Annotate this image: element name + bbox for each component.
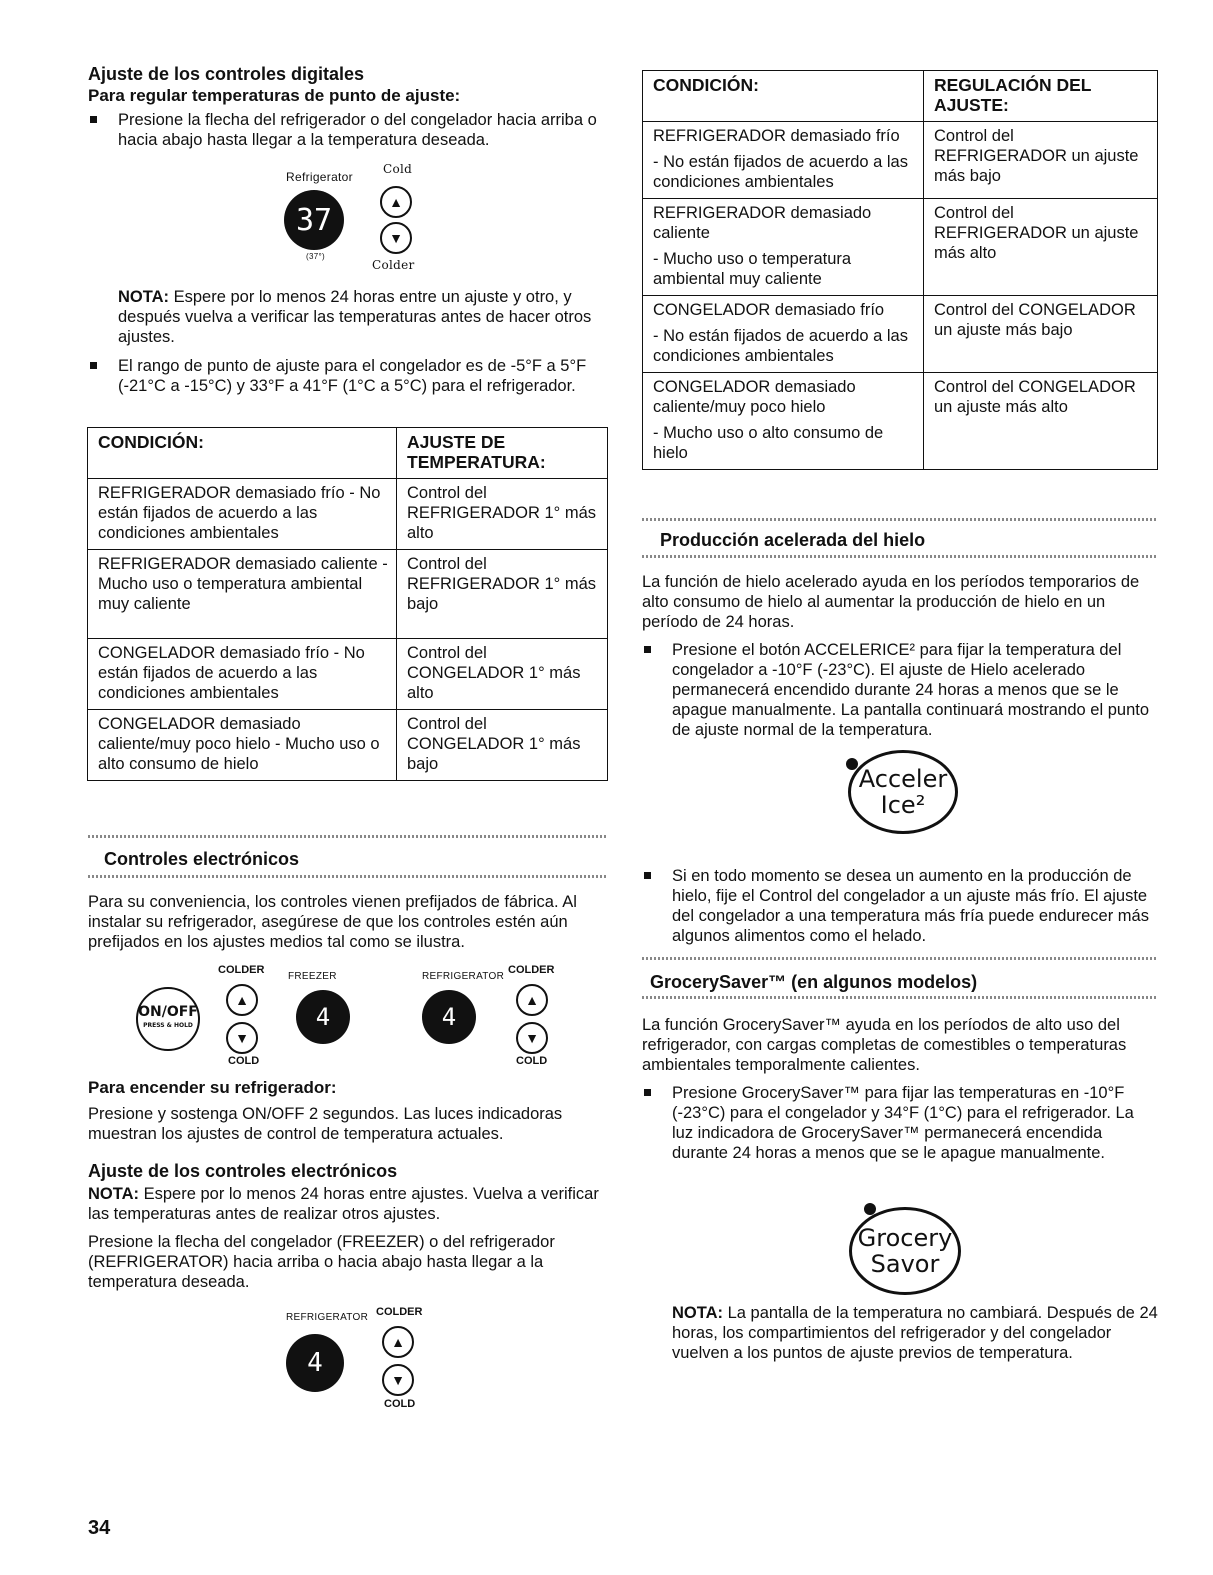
refrigerator-label: Refrigerator: [286, 170, 353, 184]
note-text: Espere por lo menos 24 horas entre ajustes. Vuelva a verificar las temperaturas antes de realizar otros ajustes.: [88, 1185, 599, 1223]
note-label: NOTA:: [88, 1185, 140, 1203]
table-row: [88, 710, 608, 781]
cold-label: COLD: [384, 1398, 416, 1410]
note-wait-24h: [88, 287, 608, 347]
grocerysaver-button[interactable]: [849, 1207, 961, 1295]
left-lower-text: [88, 1077, 608, 1292]
note-display: [672, 1303, 1158, 1363]
cell-condition: REFRIGERADOR demasiado frío: [653, 127, 900, 145]
left-notes: [88, 287, 608, 396]
cell-cause: - No están fijados de acuerdo a las condiciones ambientales: [653, 327, 908, 365]
digital-control-figure: [280, 160, 440, 280]
section-title-electronic: Controles electrónicos: [104, 849, 300, 869]
colder-label: COLDER: [508, 964, 555, 976]
note-text: Espere por lo menos 24 horas entre un ajuste y otro, y después vuelva a verificar las temperaturas antes de hacer otros ajustes.: [118, 288, 592, 346]
table-cell: CONGELADOR demasiado caliente/muy poco hielo - Mucho uso o alto consumo de hielo: [88, 710, 397, 781]
divider: [642, 555, 1158, 558]
divider: [642, 518, 1158, 521]
refrigerator-label: REFRIGERATOR: [422, 971, 505, 982]
divider: [642, 957, 1158, 960]
table-cell: [643, 373, 924, 470]
table-row: [88, 550, 608, 639]
refrigerator-up-button[interactable]: [516, 984, 548, 1016]
accelerice-button[interactable]: [848, 750, 958, 834]
subheading-electronic-adjust: Ajuste de los controles electrónicos: [88, 1161, 398, 1181]
section-heading-digital: Ajuste de los controles digitales: [88, 64, 365, 84]
bullet-arrow-instruction: Presione la flecha del refrigerador o del congelador hacia arriba o hacia abajo hasta llegar a la temperatura deseada.: [88, 110, 608, 150]
table-row: [643, 199, 1158, 296]
table-cell: [643, 199, 924, 296]
badge-label: Savor: [870, 1250, 940, 1278]
bullet-setpoint-range: El rango de punto de ajuste para el congelador es de -5°F a 5°F (-21°C a -15°C) y 33°F a 41°F (1°C a 5°C) para el refrigerador.: [88, 356, 608, 396]
paragraph-accelerated-ice: La función de hielo acelerado ayuda en los períodos temporarios de alto consumo de hielo al aumentar la producción de hielo en un período de 24 horas.: [642, 573, 1140, 631]
table-cell: [643, 296, 924, 373]
table-cell: Control del CONGELADOR 1° más alto: [397, 639, 608, 710]
note-electronic: [88, 1184, 608, 1224]
refrigerator-display: 4: [422, 990, 476, 1044]
table-cell: Control del CONGELADOR un ajuste más bajo: [924, 296, 1158, 373]
note-text: La pantalla de la temperatura no cambiará. Después de 24 horas, los compartimientos del refrigerador y del congelador vuelven a los puntos de ajuste previos de temperatura.: [672, 1304, 1158, 1362]
down-arrow-button[interactable]: [380, 222, 412, 254]
table-cell: Control del REFRIGERADOR 1° más bajo: [397, 550, 608, 639]
cell-cause: - Mucho uso o temperatura ambiental muy caliente: [653, 250, 852, 288]
up-arrow-button[interactable]: [382, 1326, 414, 1358]
cell-cause: - No están fijados de acuerdo a las condiciones ambientales: [653, 153, 908, 191]
subheading-turn-on: Para encender su refrigerador:: [88, 1078, 337, 1097]
colder-label: Colder: [372, 258, 415, 272]
table-header-regulation: REGULACIÓN DEL AJUSTE:: [924, 71, 1158, 122]
cold-label: Cold: [383, 162, 413, 176]
freezer-display: 4: [296, 990, 350, 1044]
table-row: [88, 639, 608, 710]
subheading-setpoint: Para regular temperaturas de punto de ajuste:: [88, 86, 461, 105]
page-number: 34: [88, 1517, 111, 1539]
adjustment-table-right: [642, 70, 1158, 470]
table-header-adjust: AJUSTE DE TEMPERATURA:: [397, 428, 608, 479]
table-cell: Control del REFRIGERADOR un ajuste más alto: [924, 199, 1158, 296]
table-cell: [643, 122, 924, 199]
table-cell: Control del REFRIGERADOR un ajuste más bajo: [924, 122, 1158, 199]
refrigerator-label: REFRIGERATOR: [286, 1312, 369, 1323]
cold-label: COLD: [516, 1055, 548, 1067]
refrigerator-control-figure: [282, 1304, 432, 1414]
paragraph-turn-on: Presione y sostenga ON/OFF 2 segundos. Las luces indicadoras muestran los ajustes de control de temperatura actuales.: [88, 1105, 563, 1143]
badge-label: Ice²: [880, 791, 926, 819]
bullet-grocerysaver: Presione GrocerySaver™ para fijar las temperaturas en -10°F (-23°C) para el congelador y 34°F (1°C) para el refrigerador. La luz indicadora de GrocerySaver™ permanecerá encendida durante 24 horas a menos que se le apague manualmente.: [642, 1083, 1158, 1163]
cell-cause: - Mucho uso o alto consumo de hielo: [653, 424, 884, 462]
chevron-up-icon: ▲: [235, 992, 249, 1008]
colder-label: COLDER: [376, 1306, 423, 1318]
table-header-condition: CONDICIÓN:: [643, 71, 924, 122]
chevron-up-icon: ▲: [389, 194, 403, 210]
chevron-down-icon: ▼: [525, 1030, 539, 1046]
table-cell: REFRIGERADOR demasiado caliente - Mucho uso o temperatura ambiental muy caliente: [88, 550, 397, 639]
freezer-label: FREEZER: [288, 971, 337, 982]
table-cell: REFRIGERADOR demasiado frío - No están fijados de acuerdo a las condiciones ambientales: [88, 479, 397, 550]
accelerated-ice-text: [642, 572, 1158, 740]
table-cell: Control del REFRIGERADOR 1° más alto: [397, 479, 608, 550]
table-row: [643, 122, 1158, 199]
colder-label: COLDER: [218, 964, 265, 976]
temperature-display: 37: [284, 190, 344, 250]
cell-condition: CONGELADOR demasiado caliente/muy poco hielo: [653, 378, 856, 416]
chevron-up-icon: ▲: [391, 1334, 405, 1350]
grocerysaver-text: [642, 1015, 1158, 1163]
chevron-up-icon: ▲: [525, 992, 539, 1008]
cell-condition: CONGELADOR demasiado frío: [653, 301, 885, 319]
table-cell: CONGELADOR demasiado frío - No están fijados de acuerdo a las condiciones ambientales: [88, 639, 397, 710]
on-off-button[interactable]: [136, 987, 200, 1051]
divider: [88, 875, 608, 878]
temperature-display: 4: [286, 1334, 344, 1392]
note-label: NOTA:: [672, 1304, 724, 1322]
down-arrow-button[interactable]: [382, 1364, 414, 1396]
electronic-controls-figure: [130, 962, 570, 1072]
table-header-condition: CONDICIÓN:: [88, 428, 397, 479]
chevron-down-icon: ▼: [235, 1030, 249, 1046]
chevron-down-icon: ▼: [391, 1372, 405, 1388]
table-row: [643, 296, 1158, 373]
divider: [642, 996, 1158, 999]
badge-label: Acceler: [858, 765, 948, 793]
table-cell: Control del CONGELADOR 1° más bajo: [397, 710, 608, 781]
note-label: NOTA:: [118, 288, 170, 306]
divider: [88, 835, 608, 838]
press-hold-label: PRESS & HOLD: [143, 1022, 193, 1029]
section-title-accelerated-ice: Producción acelerada del hielo: [660, 530, 926, 550]
paragraph-preset: Para su conveniencia, los controles vienen prefijados de fábrica. Al instalar su refrigerador, asegúrese de que los controles estén aún prefijados en los ajustes medios tal como se ilustra.: [88, 893, 577, 951]
chevron-down-icon: ▼: [389, 230, 403, 246]
paragraph-grocerysaver: La función GrocerySaver™ ayuda en los períodos de alto uso del refrigerador, con cargas completas de comestibles o temperaturas ambientales temporalmente calientes.: [642, 1016, 1127, 1074]
table-row: [643, 373, 1158, 470]
section-title-grocerysaver: GrocerySaver™ (en algunos modelos): [650, 972, 978, 992]
left-column: [88, 64, 608, 150]
on-off-label: ON/OFF: [138, 1004, 198, 1020]
bullet-colder-setting: Si en todo momento se desea un aumento en la producción de hielo, fije el Control del congelador a un ajuste más frío. El ajuste del congelador a una temperatura más fría puede endurecer más algunos alimentos como el helado.: [642, 866, 1158, 946]
refrigerator-down-button[interactable]: [516, 1022, 548, 1054]
freezer-up-button[interactable]: [226, 984, 258, 1016]
cold-label: COLD: [228, 1055, 260, 1067]
table-cell: Control del CONGELADOR un ajuste más alto: [924, 373, 1158, 470]
table-row: [88, 479, 608, 550]
paragraph-press-arrow: Presione la flecha del congelador (FREEZER) o del refrigerador (REFRIGERATOR) hacia arriba o hacia abajo hasta llegar a la temperatura deseada.: [88, 1233, 555, 1291]
up-arrow-button[interactable]: [380, 186, 412, 218]
cell-condition: REFRIGERADOR demasiado caliente: [653, 204, 872, 242]
freezer-down-button[interactable]: [226, 1022, 258, 1054]
display-sub-label: (37°): [306, 252, 325, 261]
adjustment-table-left: [87, 427, 608, 781]
badge-label: Grocery: [857, 1224, 953, 1252]
bullet-accelerice: Presione el botón ACCELERICE² para fijar la temperatura del congelador a -10°F (-23°C). El ajuste de Hielo acelerado permanecerá encendido durante 24 horas a menos que se le apague manualmente. La pantalla continuará mostrando el punto de ajuste normal de la temperatura.: [642, 640, 1158, 740]
